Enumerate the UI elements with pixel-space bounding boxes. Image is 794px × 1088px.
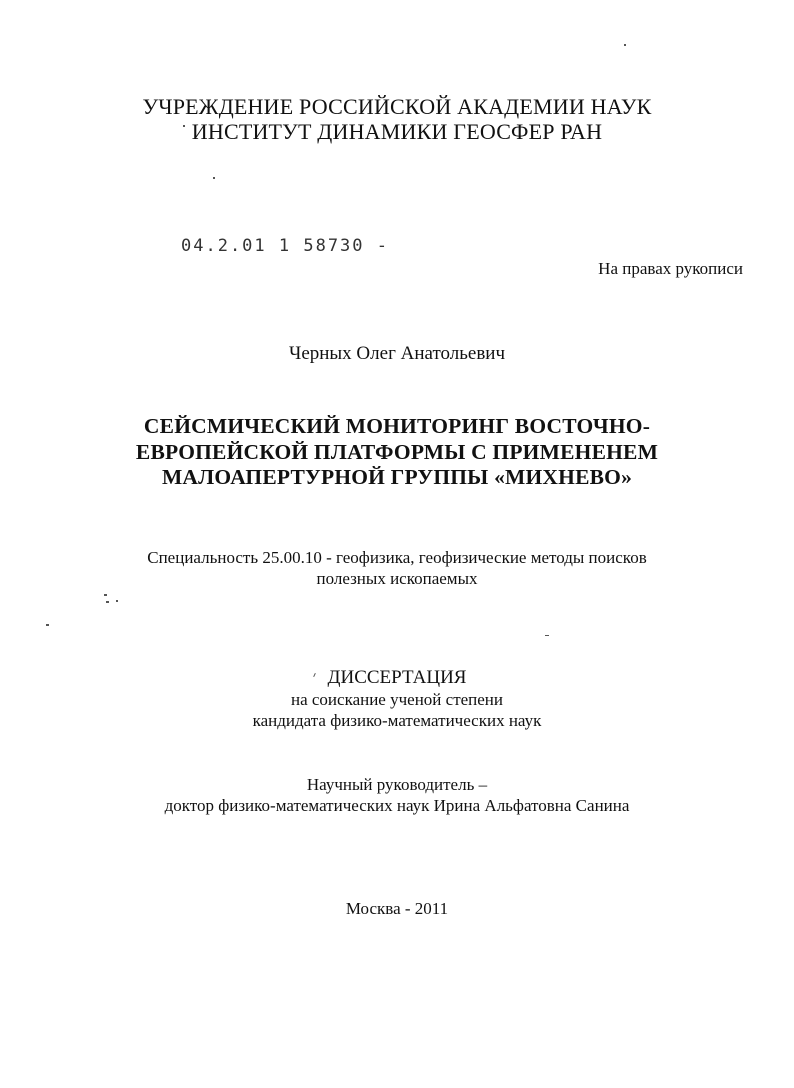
scan-speck xyxy=(106,601,109,603)
scan-speck xyxy=(46,624,49,626)
scan-speck xyxy=(545,635,549,636)
institution-line-1: УЧРЕЖДЕНИЕ РОССИЙСКОЙ АКАДЕМИИ НАУК xyxy=(142,94,652,119)
thesis-title-line-2: ЕВРОПЕЙСКОЙ ПЛАТФОРМЫ С ПРИМЕНЕНЕМ xyxy=(135,440,659,464)
place-and-year: Москва - 2011 xyxy=(345,899,449,918)
specialty-line-2: полезных ископаемых xyxy=(316,569,478,588)
catalog-stamp-number: 04.2.01 1 58730 - xyxy=(181,236,389,256)
scan-speck xyxy=(104,594,107,596)
author-name: Черных Олег Анатольевич xyxy=(288,343,506,364)
supervisor-name: доктор физико-математических наук Ирина Альфатовна Санина xyxy=(164,796,630,815)
thesis-title-line-1: СЕЙСМИЧЕСКИЙ МОНИТОРИНГ ВОСТОЧНО- xyxy=(143,414,651,438)
supervisor-label: Научный руководитель – xyxy=(306,775,488,794)
specialty-line-1: Специальность 25.00.10 - геофизика, геофизические методы поисков xyxy=(147,548,647,567)
thesis-title-line-3: МАЛОАПЕРТУРНОЙ ГРУППЫ «МИХНЕВО» xyxy=(161,465,633,489)
degree-line-2: кандидата физико-математических наук xyxy=(252,711,542,730)
rights-notice: На правах рукописи xyxy=(598,259,743,278)
scan-speck xyxy=(624,44,626,46)
scan-speck xyxy=(183,125,185,127)
dissertation-heading: ДИССЕРТАЦИЯ xyxy=(327,667,467,688)
scan-speck xyxy=(213,177,215,179)
scan-speck xyxy=(116,600,118,602)
degree-line-1: на соискание ученой степени xyxy=(290,690,504,709)
institution-line-2: ИНСТИТУТ ДИНАМИКИ ГЕОСФЕР РАН xyxy=(191,119,603,144)
